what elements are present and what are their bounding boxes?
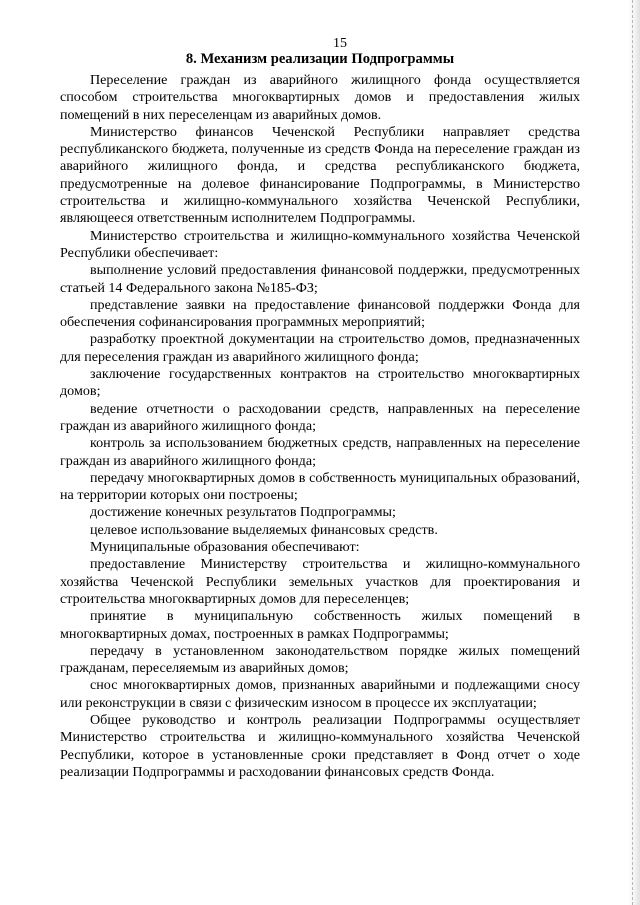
body-text [60,72,580,781]
list-item: предоставление Министерству строительства и жилищно-коммунального хозяйства Чеченской Республики земельных участков для проектирования и строительства многоквартирных домов для переселенцев; [60,556,580,607]
list-item: целевое использование выделяемых финансовых средств. [90,521,438,538]
list-item: выполнение условий предоставления финансовой поддержки, предусмотренных статьей 14 Федерального закона №185-ФЗ; [60,262,580,296]
paragraph: Министерство финансов Чеченской Республики направляет средства республиканского бюджета, полученные из средств Фонда на переселение граждан из аварийного жилищного фонда, и средства республиканского бюджета, предусмотренные на долевое финансирование Подпрограммы, в Министерство строительства и жилищно-коммунального хозяйства Чеченской Республики, являющееся ответственным исполнителем Подпрограммы. [60,123,580,227]
list-item: контроль за использованием бюджетных средств, направленных на переселение граждан из аварийного жилищного фонда; [60,435,580,469]
list-item: ведение отчетности о расходовании средств, направленных на переселение граждан из аварийного жилищного фонда; [60,400,580,434]
list-item: снос многоквартирных домов, признанных аварийными и подлежащими сносу или реконструкции в связи с физическим износом в процессе их эксплуатации; [60,677,580,711]
paragraph: Муниципальные образования обеспечивают: [90,539,360,556]
list-item: разработку проектной документации на строительство домов, предназначенных для переселения граждан из аварийного жилищного фонда; [60,331,580,365]
list-item: передачу в установленном законодательством порядке жилых помещений гражданам, переселяемым из аварийных домов; [60,642,580,677]
scan-edge-shadow [628,0,640,905]
paragraph: Министерство строительства и жилищно-коммунального хозяйства Чеченской Республики обеспечивает: [60,227,580,261]
list-item: заключение государственных контрактов на строительство многоквартирных домов; [60,366,580,400]
paragraph: Общее руководство и контроль реализации Подпрограммы осуществляет Министерство строительства и жилищно-коммунального хозяйства Чеченской Республики, которое в установленные сроки представляет в Фонд отчет о ходе реализации Подпрограммы и расходовании финансовых средств Фонда. [60,711,580,780]
list-item: передачу многоквартирных домов в собственность муниципальных образований, на территории которых они построены; [60,469,580,504]
list-item: достижение конечных результатов Подпрограммы; [90,504,396,521]
list-item: принятие в муниципальную собственность жилых помещений в многоквартирных домах, построенных в рамках Подпрограммы; [60,608,580,642]
paragraph: Переселение граждан из аварийного жилищного фонда осуществляется способом строительства многоквартирных домов и предоставления жилых помещений в них переселенцам из аварийных домов. [60,72,580,123]
page-number: 15 [333,36,347,51]
list-item: представление заявки на предоставление финансовой поддержки Фонда для обеспечения софинансирования программных мероприятий; [60,296,580,331]
section-title: 8. Механизм реализации Подпрограммы [185,51,455,67]
scan-edge-line [631,0,633,905]
